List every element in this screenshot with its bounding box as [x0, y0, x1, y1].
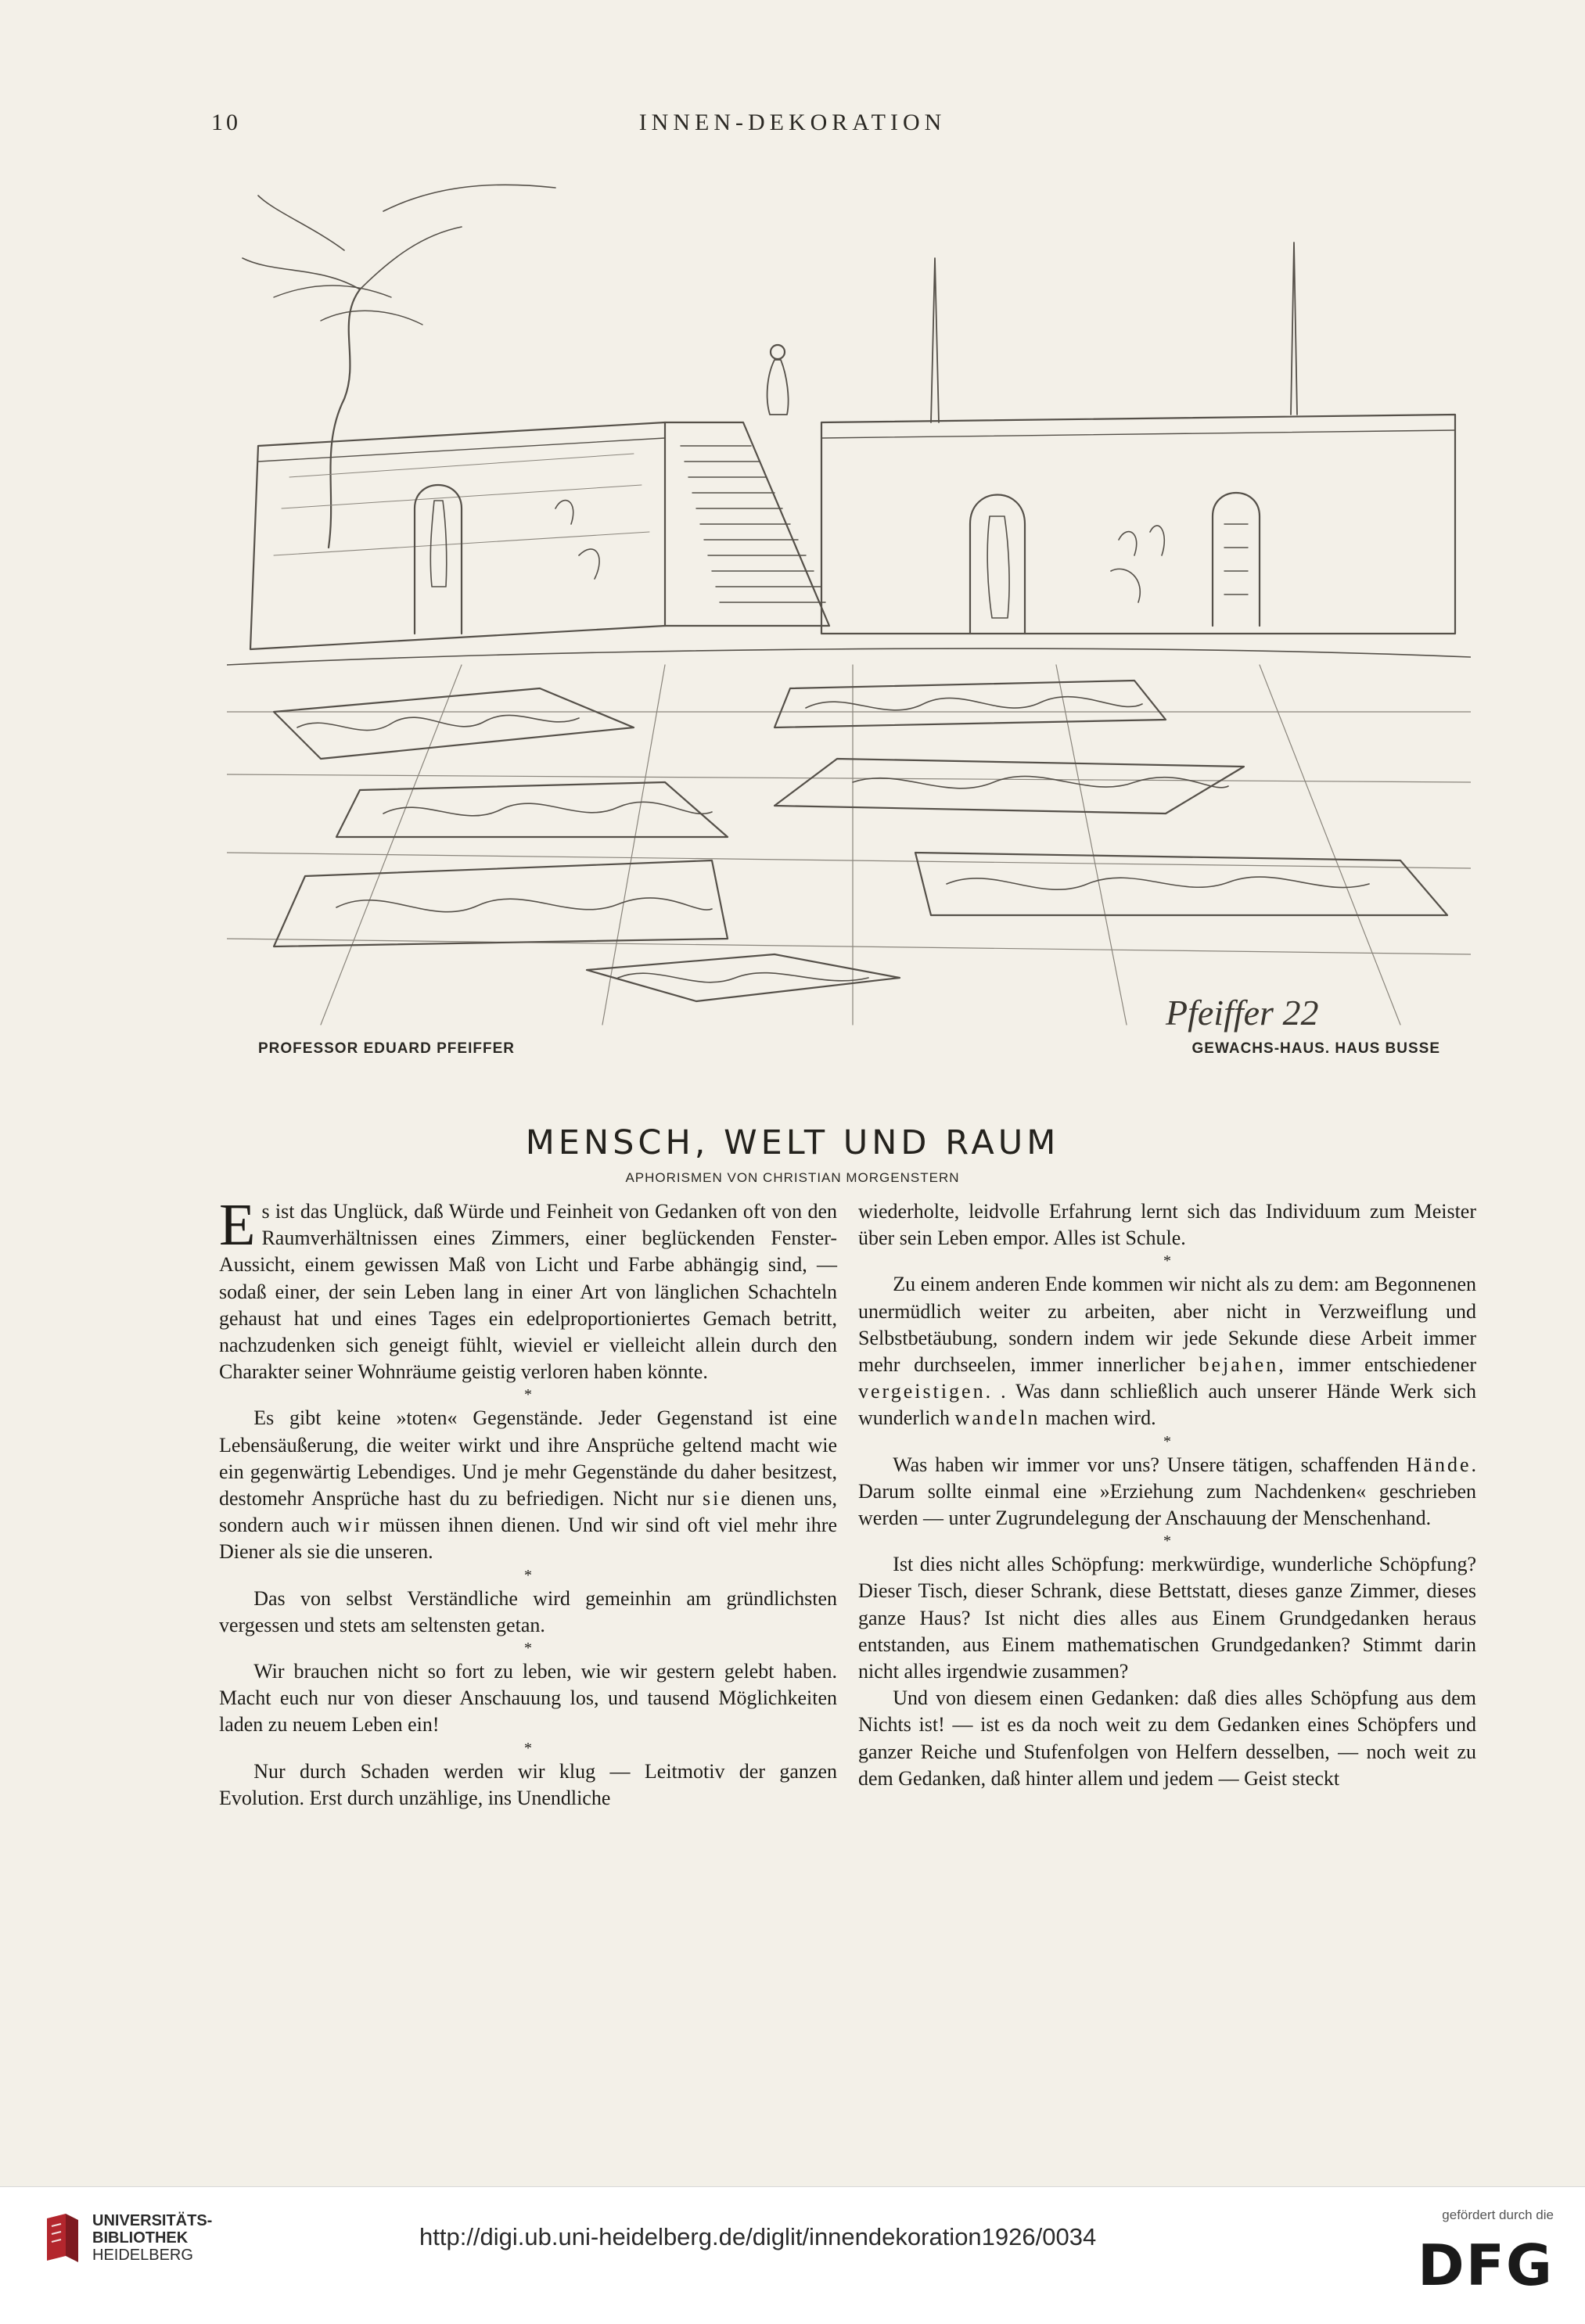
paragraph: wiederholte, leidvolle Erfahrung lernt sich das Individuum zum Meister über sein Leben empor. Alles ist Schule.: [858, 1200, 1476, 1250]
paragraph: Und von diesem einen Gedanken: daß dies alles Schöpfung aus dem Nichts ist! — ist es da noch weit zu dem Gedanken eines Schöpfers und ganzer Reiche und Stufenfolgen von Helfern desselben, — noch weit zu dem Gedanken, daß hinter allem und jedem — Geist steckt: [858, 1686, 1476, 1790]
text-column-left: [219, 1192, 838, 1812]
section-separator: *: [524, 1739, 532, 1757]
section-separator: *: [524, 1640, 532, 1658]
source-url-link[interactable]: http://digi.ub.uni-heidelberg.de/diglit/innendekoration1926/0034: [419, 2223, 1097, 2250]
paragraph: Es gibt keine »toten« Gegenstände. Jeder Gegenstand ist eine Lebensäußerung, die weiter wirkt und ihre Ansprüche geltend macht wie ein gegenwärtig Lebendiges. Und je mehr Gegenstände du daher besitzest, destomehr Ansprüche hast du zu befriedigen. Nicht nur sie dienen uns, sondern auch wir müssen ihnen dienen. Und wir sind oft viel mehr ihre Diener als sie die unseren.: [219, 1406, 838, 1564]
section-separator: *: [1163, 1252, 1171, 1270]
section-separator: *: [1163, 1532, 1171, 1550]
library-logo-icon: [42, 2211, 83, 2265]
paragraph: Das von selbst Verständliche wird gemeinhin am gründlichsten vergessen und stets am seltensten getan.: [219, 1586, 837, 1636]
paragraph: Was haben wir immer vor uns? Unsere tätigen, schaffenden Hände. Darum sollte einmal eine »Erziehung zum Nachdenken« geschrieben werden — unter Zugrundelegung der Anschauung der Menschenhand.: [858, 1453, 1476, 1530]
caption-subject: GEWACHS-HAUS. HAUS BUSSE: [1191, 1040, 1440, 1057]
artist-signature: Pfeiffer 22: [1166, 993, 1319, 1033]
section-separator: *: [524, 1566, 532, 1584]
article-subtitle: APHORISMEN VON CHRISTIAN MORGENSTERN: [625, 1170, 960, 1185]
text-column-right: [858, 1198, 1476, 1792]
article-title: MENSCH, WELT UND RAUM: [525, 1123, 1060, 1162]
journal-title: INNEN-DEKORATION: [638, 110, 947, 135]
drop-cap: E: [219, 1192, 256, 1258]
dfg-logo: DFG: [1417, 2232, 1554, 2298]
paragraph: Wir brauchen nicht so fort zu leben, wie wir gestern gelebt haben. Macht euch nur von dieser Anschauung los, und tausend Möglichkeiten laden zu neuem Leben ein!: [219, 1660, 837, 1737]
paragraph: Ist dies nicht alles Schöpfung: merkwürdige, wunderliche Schöpfung? Dieser Tisch, dieser Schrank, diese Bettstatt, dieses ganze Zimmer, dieses ganze Haus? Ist nicht dies alles aus Einem Grundgedanken heraus entstanden, aus Einem mathematischen Grundgedanken? Stimmt darin nicht alles irgendwie zusammen?: [858, 1553, 1476, 1683]
running-head: [0, 110, 1585, 149]
paragraph: Es ist das Unglück, daß Würde und Feinheit von Gedanken oft von den Raumverhältnissen eines Zimmers, einer beglückenden Fenster-Aussicht, einem gewissen Maß von Licht und Farbe abhängig sind, — sodaß einer, der sein Leben lang in einer Art von länglichen Schachteln gehaust hat und eines Tages ein edelproportioniertes Gemach betritt, nachzudenken sich geneigt fühlt, wieviel er vielleicht allein durch den Charakter seiner Wohnräume geistig verloren haben könnte.: [219, 1192, 837, 1384]
paragraph: Nur durch Schaden werden wir klug — Leitmotiv der ganzen Evolution. Erst durch unzählige, ins Unendliche: [219, 1759, 837, 1809]
garden-sketch-illustration: [227, 164, 1471, 1040]
caption-artist: PROFESSOR EDUARD PFEIFFER: [258, 1040, 515, 1057]
section-separator: *: [1163, 1432, 1171, 1450]
paragraph: Zu einem anderen Ende kommen wir nicht als zu dem: am Begonnenen unermüdlich weiter zu arbeiten, aber nicht in Verzweiflung und Selbstbetäubung, sondern indem wir jede Sekunde diese Arbeit immer mehr durchseelen, immer innerlicher bejahen, immer entschiedener vergeistigen. . Was dann schließlich auch unserer Hände Werk sich wunderlich wandeln machen wird.: [858, 1273, 1477, 1430]
library-name: UNIVERSITÄTS- BIBLIOTHEK HEIDELBERG: [92, 2212, 213, 2264]
page-number: 10: [211, 110, 241, 135]
digitization-footer: [0, 2186, 1585, 2324]
funding-note: gefördert durch die: [1442, 2207, 1554, 2222]
section-separator: *: [524, 1386, 532, 1404]
